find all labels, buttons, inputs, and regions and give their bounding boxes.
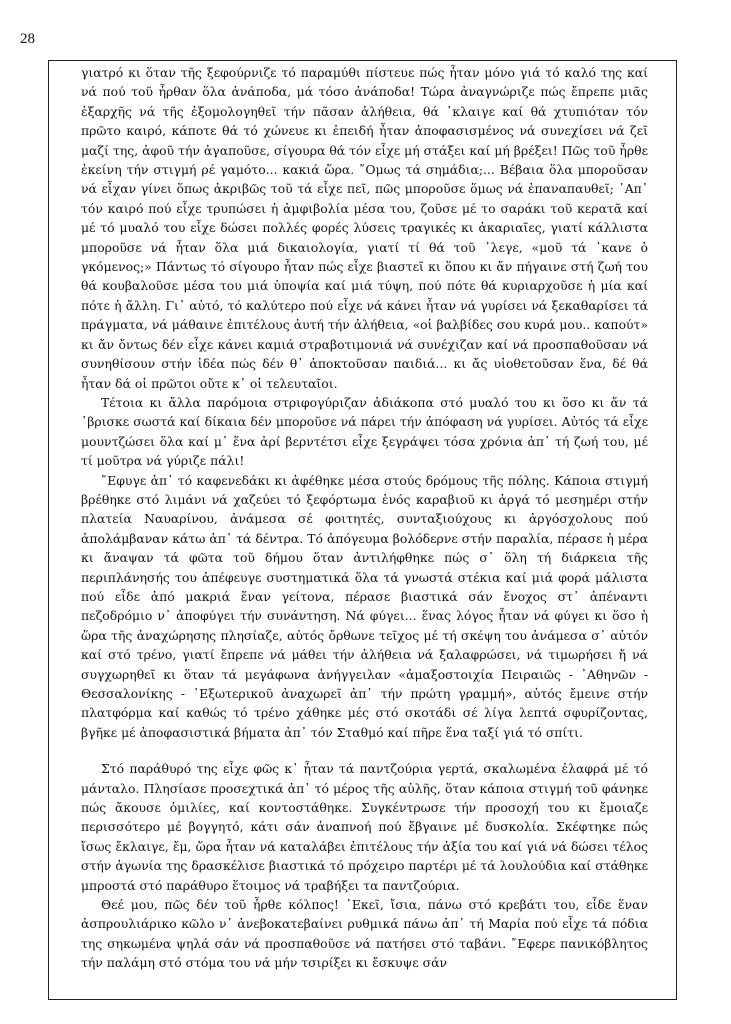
paragraph: Θεέ μου, πῶς δέν τοῦ ἦρθε κόλπος! ᾿Εκεῖ, ἴσια, πάνω στό κρεβάτι του, εἶδε ἕναν ἀσπρουλιάρικο κῶλο ν᾿ ἀνεβοκατεβαίνει ρυθμικά πάνω ἀπ᾿ τή Μαρία πού εἶχε τά πόδια της σηκωμένα ψηλά σάν νά προσπαθοῦσε νά πατήσει στό ταβάνι. ῎Εφερε πανικόβλητος τήν παλάμη στό στόμα του νά μήν τσιρίξει κι ἔσκυψε σάν (81, 897, 648, 971)
body-text (81, 63, 648, 973)
paragraph: ῎Εφυγε ἀπ᾿ τό καφενεδάκι κι ἀφέθηκε μέσα στούς δρόμους τῆς πόλης. Κάποια στιγμή βρέθηκε στό λιμάνι νά χαζεύει τό ξεφόρτωμα ἑνός καραβιοῦ κι ἀργά τό μεσημέρι στήν πλατεία Ναυαρίνου, ἀνάμεσα σέ φοιτητές, συνταξιούχους κι ἀργόσχολους πού ἀπολάμβαναν κάτω ἀπ᾿ τά δέντρα. Τό ἀπόγευμα βολόδερνε στήν παραλία, πέρασε ἡ μέρα κι ἄναψαν τά φῶτα τοῦ δήμου ὅταν ἀντιλήφθηκε πώς σ᾿ ὅλη τή διάρκεια τῆς περιπλάνησής του ἀπέφευγε συστηματικά ὅλα τά γνωστά στέκια καί μιά φορά μάλιστα πού εἶδε ἀπό μακριά ἕναν γείτονα, πέρασε βιαστικά σάν ἔνοχος στ᾿ ἀπέναντι πεζοδρόμιο ν᾿ ἀποφύγει τήν συνάντηση. Νά φύγει... ἕνας λόγος ἦταν νά φύγει κι ὅσο ἡ ὥρα τῆς ἀναχώρησης πλησίαζε, αὐτός ὄρθωνε τεῖχος μέ τή σκέψη του ἀνάμεσα σ᾿ αὐτόν καί στό τρένο, γιατί ἔπρεπε νά μάθει τήν ἀλήθεια νά ξαλαφρώσει, νά τιμωρήσει ἤ νά συγχωρηθεῖ κι ὅταν τά μεγάφωνα ἀνήγγειλαν «ἀμαξοστοιχία Πειραιῶς - ᾿Αθηνῶν - Θεσσαλονίκης - ᾿Εξωτερικοῦ ἀναχωρεῖ ἀπ᾿ τήν πρώτη γραμμή», αὐτός ἔμεινε στήν πλατφόρμα καί καθώς τό τρένο χάθηκε μές στό σκοτάδι σέ λίγα λεπτά σφυρίζοντας, βγῆκε μέ ἀποφασιστικά βήματα ἀπ᾿ τόν Σταθμό καί πῆρε ἕνα ταξί γιά τό σπίτι. (81, 472, 648, 740)
paragraph: γιατρό κι ὅταν τῆς ξεφούρνιζε τό παραμύθι πίστευε πώς ἦταν μόνο γιά τό καλό της καί νά πού τοῦ ἦρθαν ὅλα ἀνάποδα, μά τόσο ἀνάποδα! Τώρα ἀναγνώριζε πώς ἔπρεπε μιᾶς ἐξαρχῆς νά τῆς ἐξομολογηθεῖ τήν πᾶσαν ἀλήθεια, θά ᾿κλαιγε καί θά χτυπιόταν τόν πρῶτο καιρό, κάποτε θά τό χώνευε κι ἐπειδή ἦταν ἀποφασισμένος νά συνεχίσει νά ζεῖ μαζί της, ἀφοῦ τήν ἀγαποῦσε, σίγουρα θά τόν εἶχε μή στάξει καί μή βρέξει! Πῶς τοῦ ἦρθε ἐκείνη τήν στιγμή ρέ γαμότο... κακιά ὥρα. ῎Ομως τά σημάδια;... Βέβαια ὅλα μποροῦσαν νά εἶχαν γίνει ὅπως ἀκριβῶς τοῦ τά εἶχε πεῖ, πῶς μποροῦσε ὅμως νά ἐπαναπαυθεῖ; ᾿Απ᾿ τόν καιρό πού εἶχε τρυπώσει ἡ ἀμφιβολία μέσα του, ζοῦσε μέ το σαράκι τοῦ κερατᾶ καί μέ τό μυαλό του εἶχε δώσει πολλές φορές λύσεις τραγικές κι ἀκαριαῖες, γιατί κάλλιστα μποροῦσε νά ἦταν ὅλα μιά δικαιολογία, γιατί τί θά τοῦ ᾿λεγε, «μοῦ τά ᾿κανε ὁ γκόμενος;» Πάντως τό σίγουρο ἦταν πώς εἶχε βιαστεῖ κι ὅπου κι ἄν πήγαινε στή ζωή του θά κουβαλοῦσε μέσα του μιά ὑποψία καί μιά τύψη, πού πότε θά κυριαρχοῦσε ἡ μία καί πότε ἡ ἄλλη. Γι᾿ αὐτό, τό καλύτερο πού εἶχε νά κάνει ἦταν νά γυρίσει νά ξεκαθαρίσει τά πράγματα, νά μάθαινε ἐπιτέλους ἀυτή τήν ἀλήθεια, «οἱ βαλβίδες σου κυρά μου.. καπούτ» κι ἄν ὄντως δέν εἶχε κάνει καμιά στραβοτιμονιά νά συνέχιζαν καί νά προσπαθοῦσαν νά συνηθίσουν στήν ἰδέα πώς δέν θ᾿ ἀποκτοῦσαν παιδιά... κι ἄς υἱοθετοῦσαν ἕνα, δέ θά ἦταν δά οἱ πρῶτοι οὔτε κ᾿ οἱ τελευταῖοι. (81, 65, 648, 391)
paragraph: Στό παράθυρό της εἶχε φῶς κ᾿ ἦταν τά παντζούρια γερτά, σκαλωμένα ἐλαφρά μέ τό μάνταλο. Πλησίασε προσεχτικά ἀπ᾿ τό μέρος τῆς αὐλῆς, ὅταν κάποια στιγμή τοῦ φάνηκε πώς ἄκουσε ὁμιλίες, καί κοντοστάθηκε. Συγκέντρωσε τήν προσοχή του κι ἔμοιαζε περισσότερο μέ βογγητό, κάτι σάν ἀναπνοή πού ἔβγαινε μέ δυσκολία. Σκέφτηκε πώς ἴσως ἔκλαιγε, ἔμ, ὥρα ἦταν νά καταλάβει ἐπιτέλους τήν ἀξία του καί γιά νά δώσει τέλος στήν ἀγωνία της δρασκέλισε βιαστικά τό πρόχειρο παρτέρι μέ τά λουλούδια καί στάθηκε μπροστά στό παράθυρο ἕτοιμος νά τραβήξει τα παντζούρια. (81, 761, 648, 893)
paragraph: Τέτοια κι ἄλλα παρόμοια στριφογύριζαν ἀδιάκοπα στό μυαλό του κι ὅσο κι ἄν τά ᾿βρισκε σωστά καί δίκαια δέν μποροῦσε νά πάρει τήν ἀπόφαση νά γυρίσει. Αὐτός τά εἶχε μουντζώσει ὅλα καί μ᾿ ἕνα ἀρί βερντέτσι εἶχε ξεγράψει τόσα χρόνια ἀπ᾿ τή ζωή του, μέ τί μοῦτρα νά γύριζε πάλι! (81, 394, 648, 469)
page-number: 28 (20, 31, 35, 47)
